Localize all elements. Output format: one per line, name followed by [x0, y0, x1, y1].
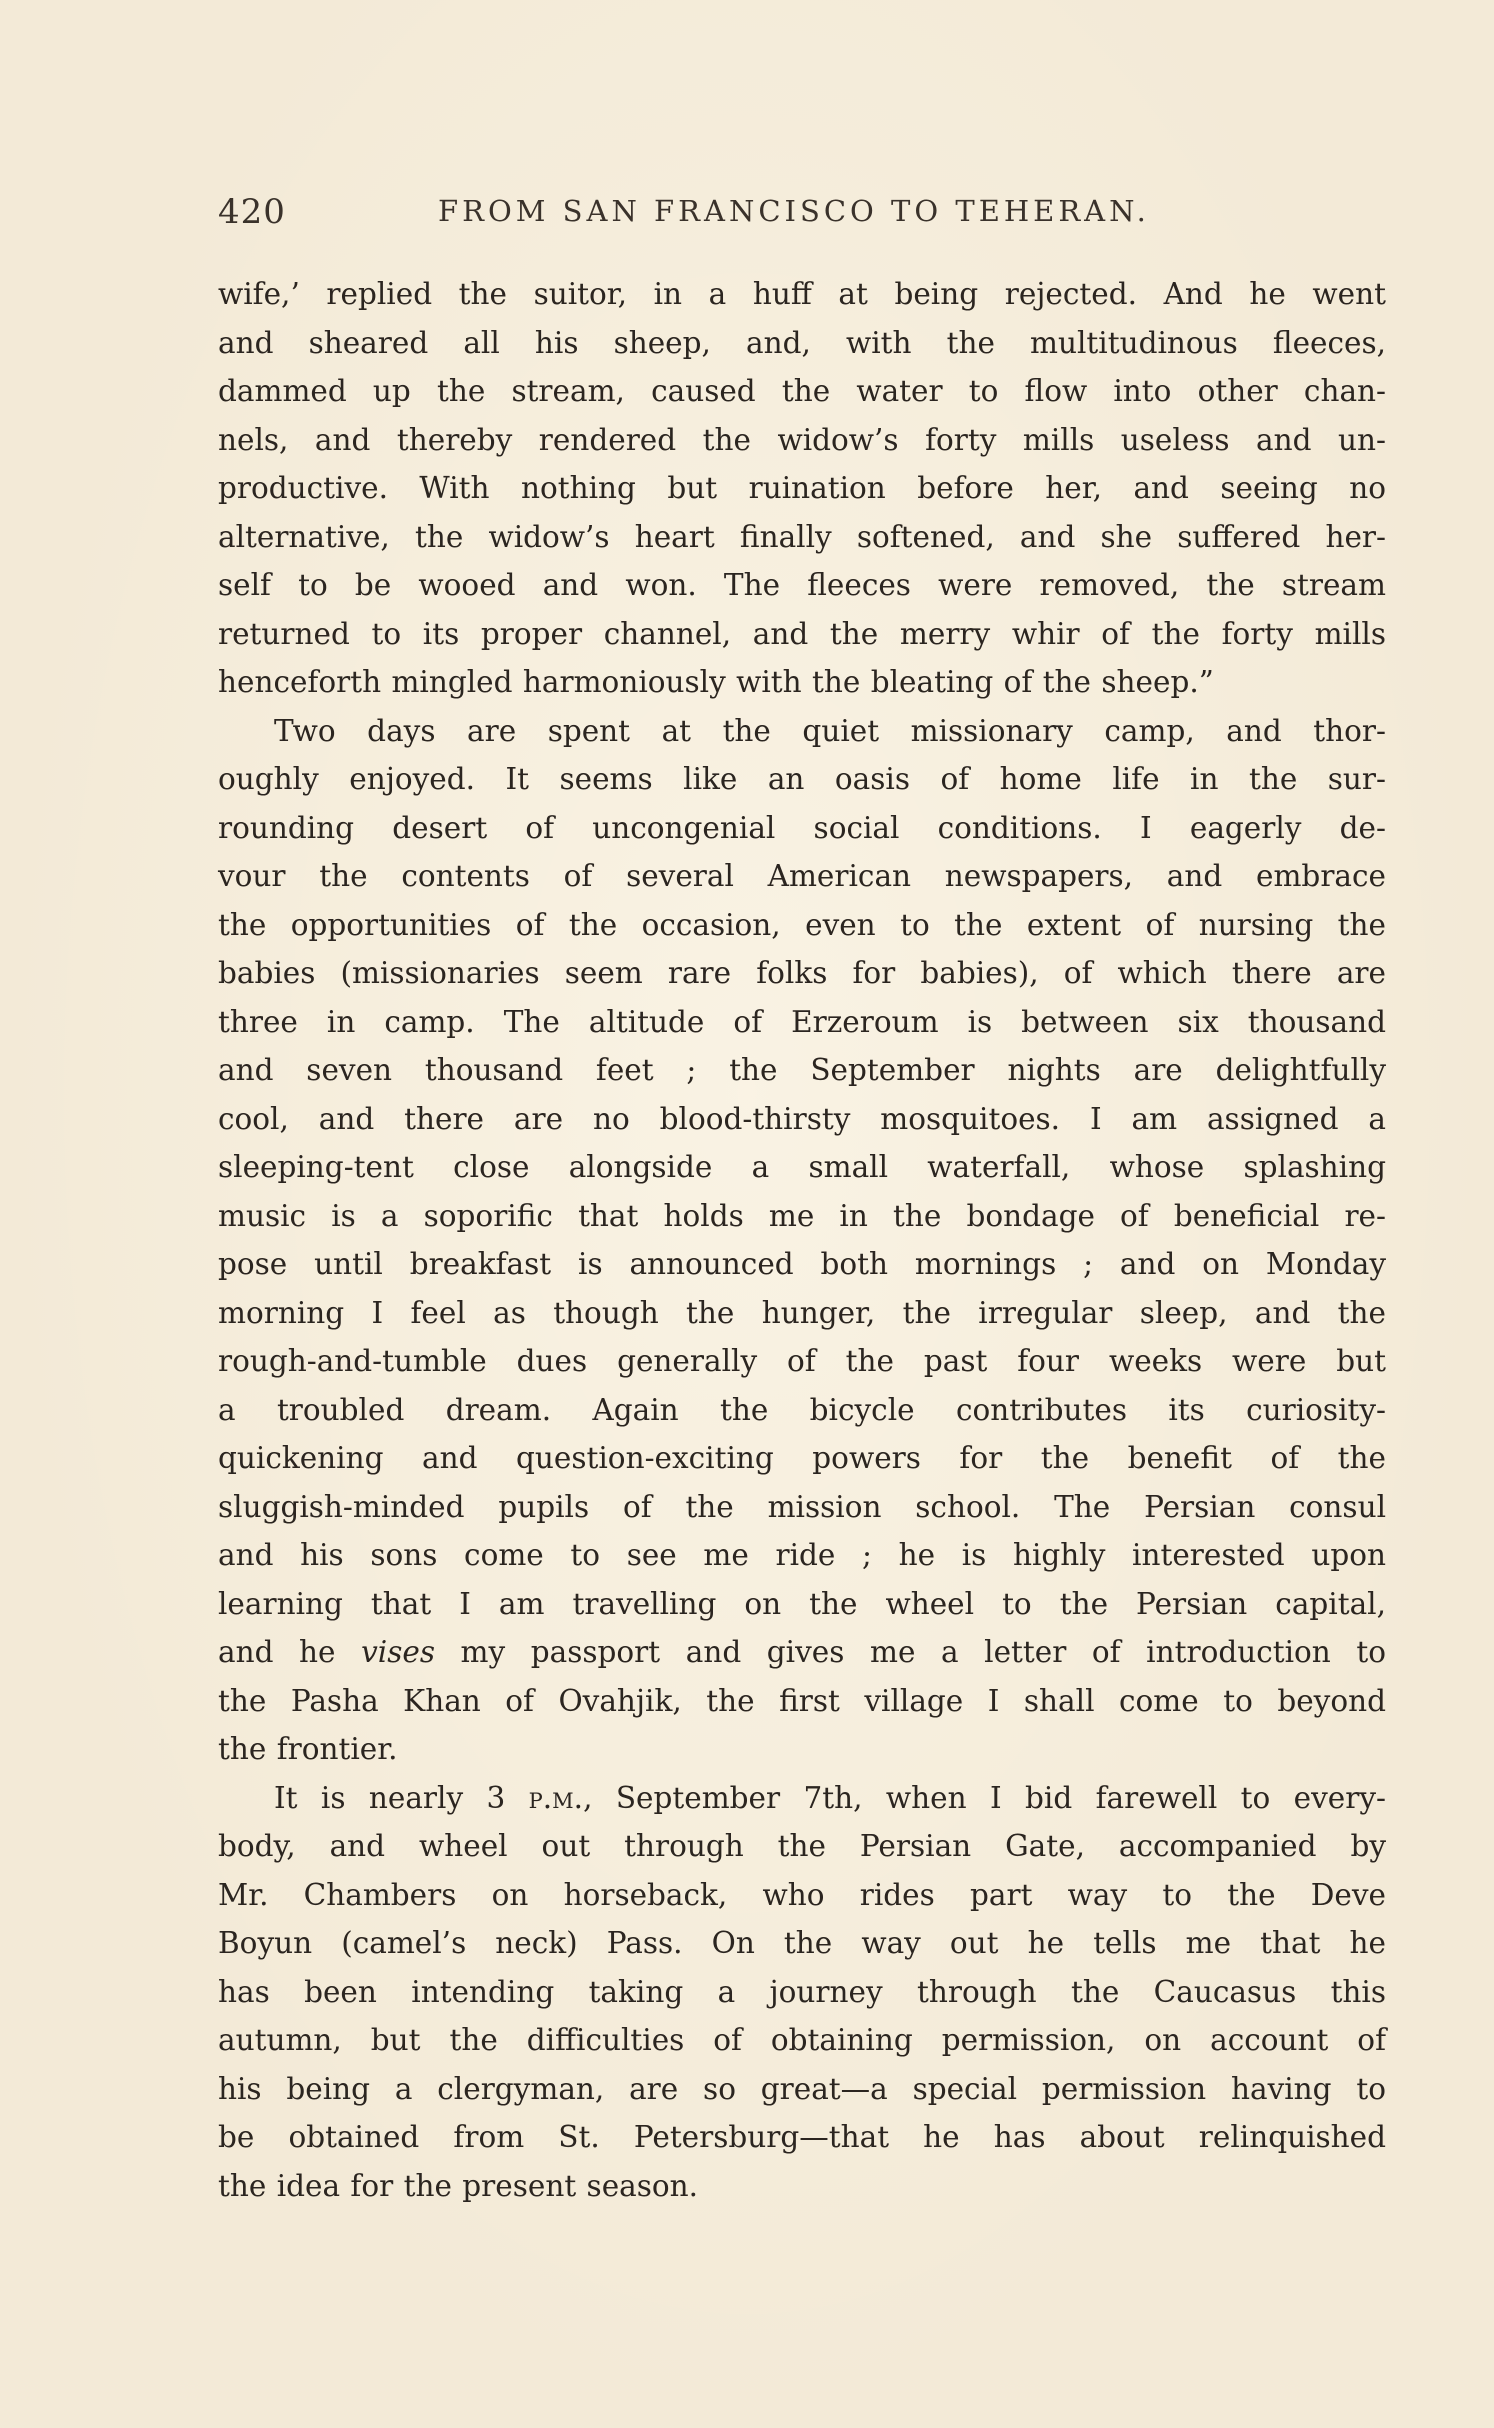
text-line: learning that I am travelling on the wheel to the Persian capital, [218, 1586, 1386, 1621]
text-line [218, 1628, 1386, 1677]
text-line: and sheared all his sheep, and, with the multitudinous fleeces, [218, 325, 1386, 360]
body-text [218, 270, 1386, 2210]
text-line: and his sons come to see me ride ; he is highly interested upon [218, 1538, 1386, 1572]
text-line: sleeping-tent close alongside a small waterfall, whose splashing [218, 1150, 1386, 1184]
text-line: henceforth mingled harmoniously with the bleating of the sheep.” [218, 665, 1214, 699]
text-line: music is a soporific that holds me in the bondage of beneficial re- [218, 1198, 1386, 1233]
text-line: body, and wheel out through the Persian Gate, accompanied by [218, 1829, 1386, 1863]
text-line: quickening and question-exciting powers for the benefit of the [218, 1441, 1386, 1475]
running-title: FROM SAN FRANCISCO TO TEHERAN. [438, 194, 1150, 228]
text-line: sluggish-minded pupils of the mission school. The Persian consul [218, 1489, 1386, 1524]
text-line: cool, and there are no blood-thirsty mosquitoes. I am assigned a [218, 1101, 1386, 1136]
text-line: wife,’ replied the suitor, in a huff at being rejected. And he went [218, 277, 1386, 311]
text-run: , September 7th, when I bid farewell to every- [583, 1780, 1386, 1815]
page-number: 420 [218, 192, 286, 232]
text-line: pose until breakfast is announced both mornings ; and on Monday [218, 1247, 1386, 1281]
text-line: returned to its proper channel, and the merry whir of the forty mills [218, 616, 1386, 651]
text-line: three in camp. The altitude of Erzeroum is between six thousand [218, 1004, 1386, 1039]
text-line: oughly enjoyed. It seems like an oasis of home life in the sur- [218, 762, 1386, 796]
text-line: the opportunities of the occasion, even to the extent of nursing the [218, 907, 1386, 942]
text-run: my passport and gives me a letter of introduction to [434, 1635, 1386, 1669]
paragraph-start-line [218, 1774, 1386, 1823]
text-line: babies (missionaries seem rare folks for babies), of which there are [218, 956, 1386, 990]
text-line: morning I feel as though the hunger, the irregular sleep, and the [218, 1295, 1386, 1330]
text-line: has been intending taking a journey through the Caucasus this [218, 1974, 1386, 2009]
text-line: rough-and-tumble dues generally of the past four weeks were but [218, 1344, 1386, 1378]
text-line: Boyun (camel’s neck) Pass. On the way out he tells me that he [218, 1926, 1386, 1960]
text-line: dammed up the stream, caused the water to flow into other chan- [218, 374, 1386, 408]
running-head [218, 186, 1386, 242]
italic-word: vises [361, 1635, 435, 1669]
text-run: It is nearly 3 [274, 1780, 529, 1815]
text-line: vour the contents of several American newspapers, and embrace [218, 859, 1386, 893]
text-line: the idea for the present season. [218, 2168, 699, 2203]
text-line: Mr. Chambers on horseback, who rides part way to the Deve [218, 1877, 1386, 1912]
text-run: and he [218, 1635, 362, 1669]
text-line: rounding desert of uncongenial social conditions. I eagerly de- [218, 810, 1386, 845]
text-line: his being a clergyman, are so great—a special permission having to [218, 2071, 1386, 2106]
text-line: a troubled dream. Again the bicycle contributes its curiosity- [218, 1392, 1386, 1427]
paragraph-start-line: Two days are spent at the quiet missionary camp, and thor- [274, 713, 1386, 748]
text-line: alternative, the widow’s heart finally softened, and she suffered her- [218, 519, 1386, 554]
text-line: self to be wooed and won. The fleeces were removed, the stream [218, 568, 1386, 602]
text-line: and seven thousand feet ; the September nights are delightfully [218, 1053, 1386, 1087]
text-line: productive. With nothing but ruination before her, and seeing no [218, 471, 1386, 505]
text-line: autumn, but the difficulties of obtaining permission, on account of [218, 2023, 1386, 2057]
text-line: be obtained from St. Petersburg—that he has about relinquished [218, 2120, 1386, 2154]
time-abbreviation: p.m. [528, 1780, 584, 1815]
text-line: nels, and thereby rendered the widow’s forty mills useless and un- [218, 422, 1386, 457]
text-line: the Pasha Khan of Ovahjik, the first village I shall come to beyond [218, 1683, 1386, 1718]
text-line: the frontier. [218, 1732, 398, 1766]
